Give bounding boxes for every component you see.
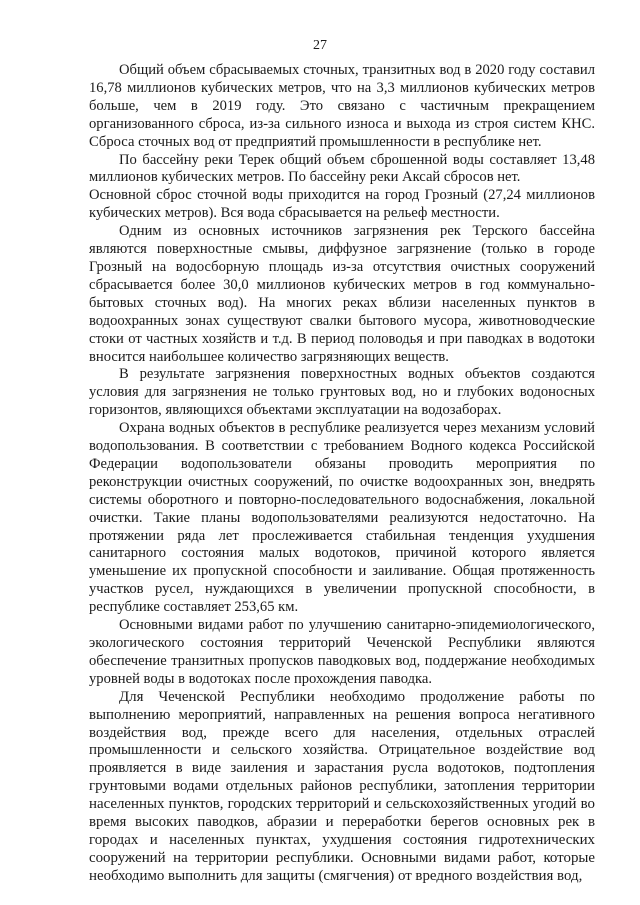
paragraph-groundwater-pollution: В результате загрязнения поверхностных водных объектов создаются условия для загрязнения не только грунтовых вод, но и глубоких водоносных горизонтов, являющихся объектами эксплуатации на водозаборах.	[89, 366, 595, 419]
body-text	[89, 62, 595, 886]
paragraph-terek-basin: По бассейну реки Терек общий объем сброшенной воды составляет 13,48 миллионов кубических метров. По бассейну реки Аксай сбросов нет.	[89, 151, 595, 186]
paragraph-negative-impact: Для Чеченской Республики необходимо продолжение работы по выполнению мероприятий, направленных на решения вопроса негативного воздействия вод, прежде всего для населения, отдельных отраслей промышленности и сельского хозяйства. Отрицательное воздействие вод проявляется в виде заиления и зарастания русла водотоков, подтопления грунтовыми водами отдельных районов республики, затопления территории населенных пунктов, городских территорий и сельскохозяйственных угодий во время высоких паводков, абразии и переработки берегов основных рек в городах и населенных пунктах, ухудшения состояния гидротехнических сооружений на территории республики. Основными видами работ, которые необходимо выполнить для защиты (смягчения) от вредного воздействия вод,	[89, 688, 595, 884]
paragraph-pollution-sources: Одним из основных источников загрязнения рек Терского бассейна являются поверхностные смывы, диффузное загрязнение (только в городе Грозный на водосборную площадь из-за отсутствия очистных сооружений сбрасывается более 30,0 миллионов кубических метров в год коммунально-бытовых сточных вод). На многих реках вблизи населенных пунктов в водоохранных зонах существуют свалки бытового мусора, животноводческие стоки от частных хозяйств и т.д. В период половодья и при паводках в водотоки вносится наибольшее количество загрязняющих веществ.	[89, 223, 595, 365]
paragraph-water-protection: Охрана водных объектов в республике реализуется через механизм условий водопользования. В соответствии с требованием Водного кодекса Российской Федерации водопользователи обязаны проводить мероприятия по реконструкции очистных сооружений, по очистке водоохранных зон, внедрять системы оборотного и повторно-последовательного водоснабжения, локальной очистки. Такие планы водопользователями реализуются недостаточно. На протяжении ряда лет прослеживается стабильная тенденция ухудшения санитарного состояния малых водотоков, причиной которого является уменьшение их пропускной способности и заиливание. Общая протяженность участков русел, нуждающихся в увеличении пропускной способности, в республике составляет 253,65 км.	[89, 420, 595, 616]
paragraph-main-works: Основными видами работ по улучшению санитарно-эпидемиологического, экологического состояния территорий Чеченской Республики являются обеспечение транзитных пропусков паводковых вод, поддержание необходимых уровней воды в водотоках после прохождения паводка.	[89, 617, 595, 687]
page-number: 27	[313, 38, 327, 53]
paragraph-grozny-discharge: Основной сброс сточной воды приходится на город Грозный (27,24 миллионов кубических метров). Вся вода сбрасывается на рельеф местности.	[89, 187, 595, 222]
paragraph-wastewater-volume: Общий объем сбрасываемых сточных, транзитных вод в 2020 году составил 16,78 миллионов кубических метров, что на 3,3 миллионов кубических метров больше, чем в 2019 году. Это связано с частичным прекращением организованного сброса, из-за сильного износа и выхода из строя систем КНС. Сброса сточных вод от предприятий промышленности в республике нет.	[89, 62, 595, 150]
